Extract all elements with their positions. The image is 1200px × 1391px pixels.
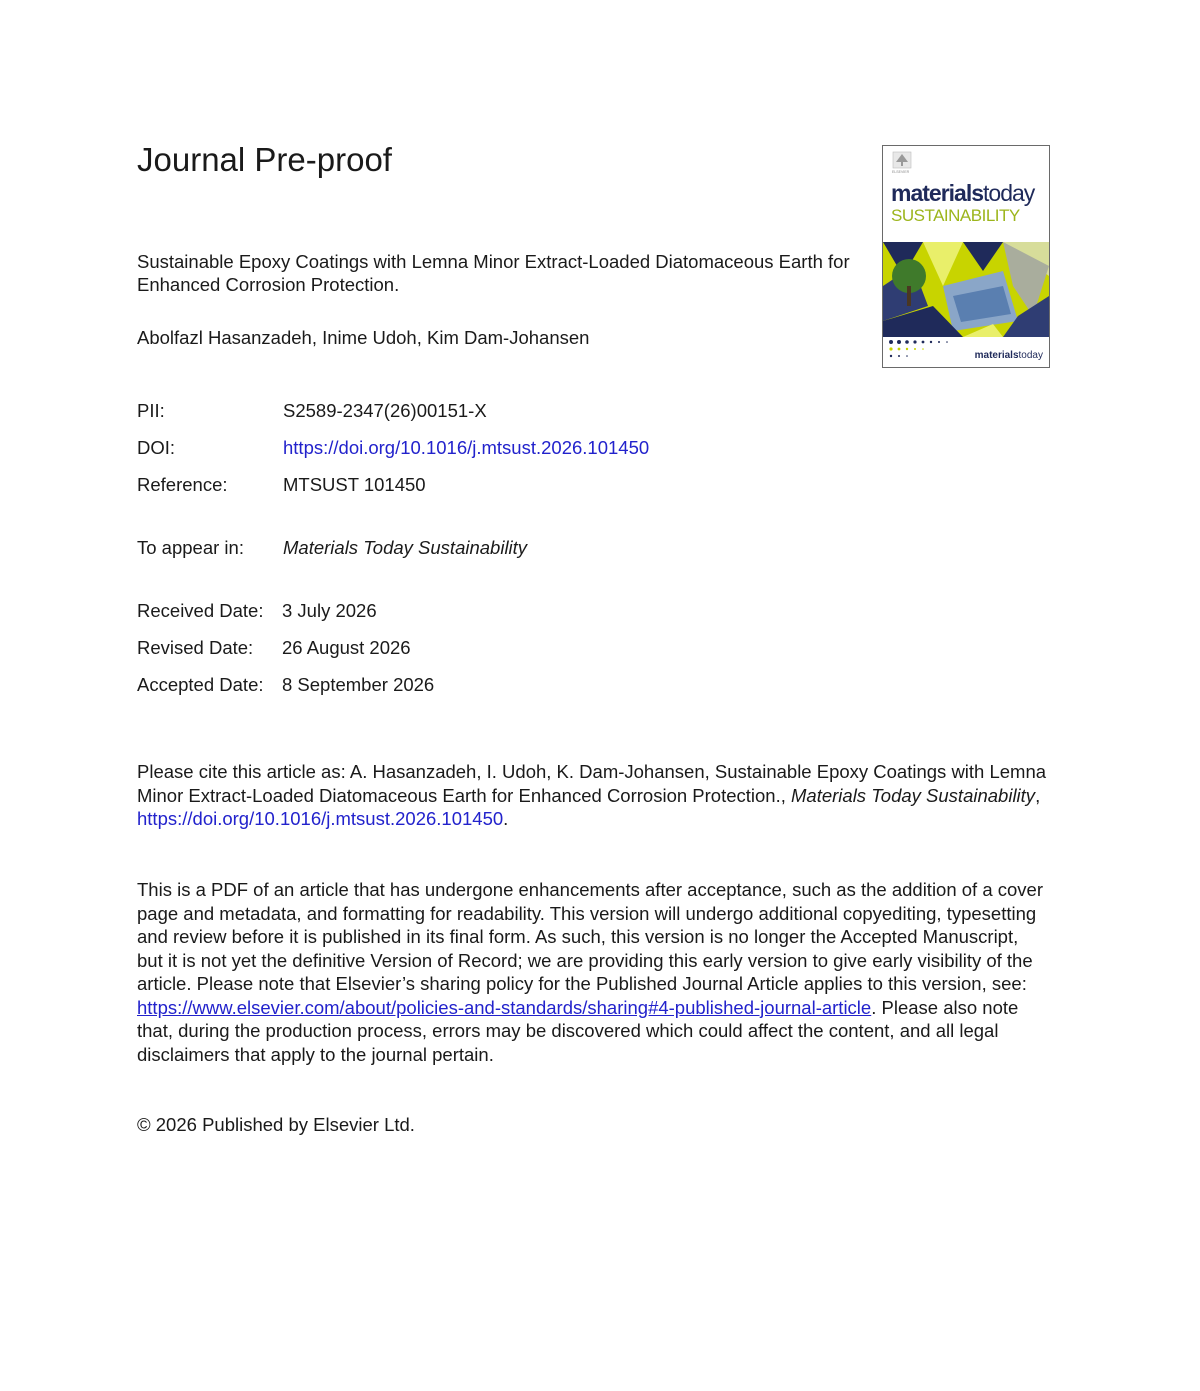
doi-label: DOI:: [137, 437, 176, 458]
citation-separator: ,: [1035, 784, 1041, 806]
preproof-notice: [137, 878, 1047, 1066]
reference-label: Reference:: [137, 474, 228, 495]
cover-mosaic: [883, 242, 1049, 337]
article-authors: Abolfazl Hasanzadeh, Inime Udoh, Kim Dam-Johansen: [137, 327, 590, 348]
cover-brand-name: materialstoday: [891, 180, 1035, 206]
citation-suffix: .: [503, 808, 509, 829]
cover-subtitle: SUSTAINABILITY: [891, 206, 1020, 225]
copyright-notice: © 2026 Published by Elsevier Ltd.: [137, 1114, 415, 1135]
citation-text: Please cite this article as: A. Hasanzadeh, I. Udoh, K. Dam-Johansen, Sustainable Epoxy Coatings with Lemna Minor Extract-Loaded Diatomaceous Earth for Enhanced Corrosion Protection.,: [137, 761, 1047, 806]
page-heading: Journal Pre-proof: [137, 141, 392, 178]
accepted-date-label: Accepted Date:: [137, 674, 264, 695]
citation-doi-link[interactable]: https://doi.org/10.1016/j.mtsust.2026.101450: [137, 808, 504, 829]
svg-text:ELSEVIER: ELSEVIER: [892, 170, 910, 174]
citation-paragraph: [137, 760, 1047, 831]
doi-link[interactable]: https://doi.org/10.1016/j.mtsust.2026.101450: [283, 437, 650, 458]
reference-value: MTSUST 101450: [283, 474, 426, 495]
notice-text-end: . Please also note that, during the production process, errors may be discovered which could affect the content, and all legal disclaimers that apply to the journal pertain.: [137, 996, 1019, 1065]
received-date-value: 3 July 2026: [282, 600, 377, 621]
received-date-label: Received Date:: [137, 600, 264, 621]
citation-journal: Materials Today Sustainability: [791, 784, 1036, 806]
elsevier-logo-icon: [892, 152, 911, 174]
revised-date-label: Revised Date:: [137, 637, 254, 658]
revised-date-value: 26 August 2026: [282, 637, 411, 658]
notice-text: This is a PDF of an article that has undergone enhancements after acceptance, such as the addition of a cover page and metadata, and formatting for readability. This version will undergo additional copyediting, typesetting and review before it is published in its final form. As such, this version is no longer the Accepted Manuscript, but it is not yet the definitive Version of Record; we are providing this early version to give early visibility of the article. Please note that Elsevier’s sharing policy for the Published Journal Article applies to this version, see:: [137, 879, 1044, 994]
cover-footer-brand: materialstoday: [974, 350, 1043, 361]
pii-label: PII:: [137, 400, 165, 421]
appear-in-label: To appear in:: [137, 537, 244, 558]
pii-value: S2589-2347(26)00151-X: [283, 400, 487, 421]
article-title: Sustainable Epoxy Coatings with Lemna Minor Extract-Loaded Diatomaceous Earth for Enhanced Corrosion Protection.: [137, 251, 850, 295]
journal-cover-image: [882, 145, 1050, 368]
sharing-policy-link[interactable]: https://www.elsevier.com/about/policies-and-standards/sharing#4-published-journal-article: [137, 996, 872, 1018]
journal-name: Materials Today Sustainability: [283, 537, 528, 558]
accepted-date-value: 8 September 2026: [282, 674, 435, 695]
